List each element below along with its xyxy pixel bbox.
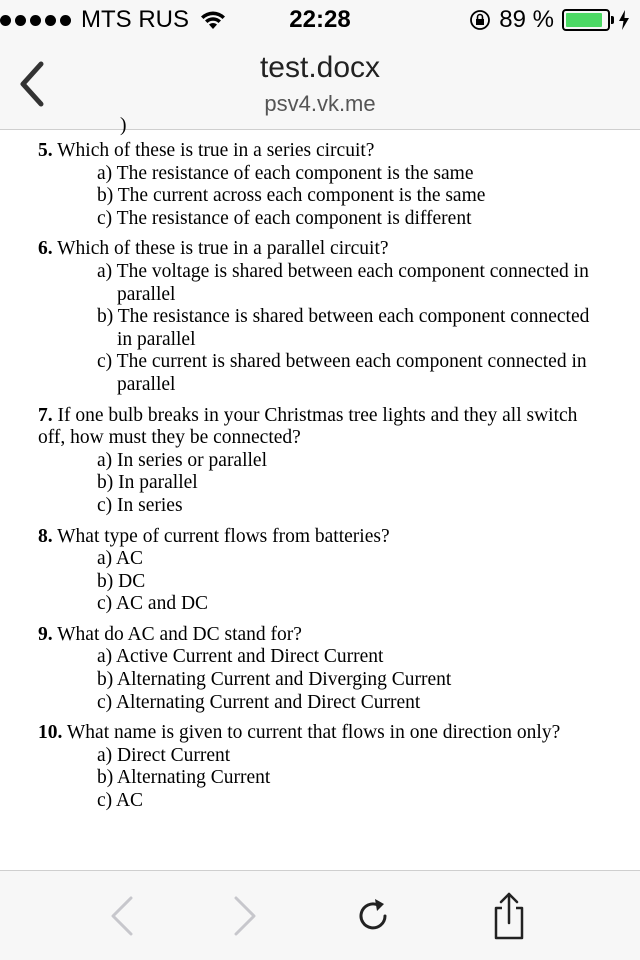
battery-percent: 89 % [499, 6, 554, 33]
status-bar [0, 0, 640, 40]
question-7 [38, 405, 598, 518]
question-text: If one bulb breaks in your Christmas tree lights and they all switch off, how must they be connected? [38, 404, 578, 449]
forward-arrow-icon [230, 894, 260, 938]
share-icon [489, 891, 529, 941]
back-arrow-icon [107, 894, 137, 938]
answer-option: a) Direct Current [97, 744, 231, 766]
question-number: 8. [38, 525, 53, 547]
browser-forward-button[interactable] [218, 889, 272, 943]
answer-option: b) Alternating Current and Diverging Current [97, 669, 452, 691]
question-10 [38, 722, 598, 812]
answer-option: c) In series [97, 494, 183, 516]
carrier-name: MTS RUS [81, 6, 189, 33]
bottom-toolbar [0, 870, 640, 960]
browser-back-button[interactable] [95, 889, 149, 943]
answer-option: b) The current across each component is the same [97, 185, 486, 207]
battery-icon [562, 9, 610, 31]
question-number: 10. [38, 722, 63, 744]
question-9 [38, 624, 598, 714]
question-stem [38, 722, 598, 745]
document-viewer[interactable] [0, 115, 640, 870]
answer-option: a) The voltage is shared between each component connected in parallel [97, 260, 589, 305]
question-text: What do AC and DC stand for? [57, 623, 302, 645]
question-stem [38, 238, 598, 261]
answer-option: c) The resistance of each component is different [97, 207, 472, 229]
reload-icon [353, 896, 393, 936]
question-number: 6. [38, 238, 53, 260]
question-5 [38, 140, 598, 230]
question-number: 9. [38, 623, 53, 645]
answer-option: c) The current is shared between each component connected in parallel [97, 351, 587, 395]
question-stem [38, 624, 598, 647]
answer-option: a) AC [97, 548, 144, 570]
answer-option: a) In series or parallel [97, 449, 267, 471]
answer-option: b) The resistance is shared between each component connected in parallel [97, 306, 590, 350]
answer-option: a) The resistance of each component is the same [97, 162, 474, 184]
question-8 [38, 526, 598, 616]
question-stem [38, 140, 598, 163]
nav-bar [0, 40, 640, 130]
question-text: What type of current flows from batteries? [57, 525, 390, 547]
answer-option: a) Active Current and Direct Current [97, 646, 384, 668]
question-number: 7. [38, 404, 53, 426]
battery-level-fill [566, 13, 602, 27]
question-text: Which of these is true in a parallel circuit? [57, 238, 389, 260]
answer-option: b) Alternating Current [97, 767, 271, 789]
question-text: Which of these is true in a series circuit? [57, 140, 375, 161]
clipped-text-fragment: ) [120, 115, 127, 136]
answer-option: c) AC and DC [97, 593, 209, 615]
question-text: What name is given to current that flows in one direction only? [66, 722, 561, 744]
answer-option: b) DC [97, 570, 146, 592]
document-host: psv4.vk.me [264, 91, 376, 116]
question-stem [38, 526, 598, 549]
reload-button[interactable] [346, 889, 400, 943]
question-stem [38, 405, 598, 450]
question-6 [38, 238, 598, 396]
question-list [38, 140, 598, 821]
document-title: test.docx [259, 51, 381, 84]
answer-option: c) AC [97, 790, 144, 812]
rotation-lock-icon [469, 9, 491, 31]
status-right [469, 6, 630, 34]
question-number: 5. [38, 140, 53, 161]
charging-bolt-icon [618, 9, 630, 31]
status-time: 22:28 [289, 6, 351, 33]
answer-option: b) In parallel [97, 472, 198, 494]
answer-option: c) Alternating Current and Direct Current [97, 691, 421, 713]
share-button[interactable] [482, 889, 536, 943]
